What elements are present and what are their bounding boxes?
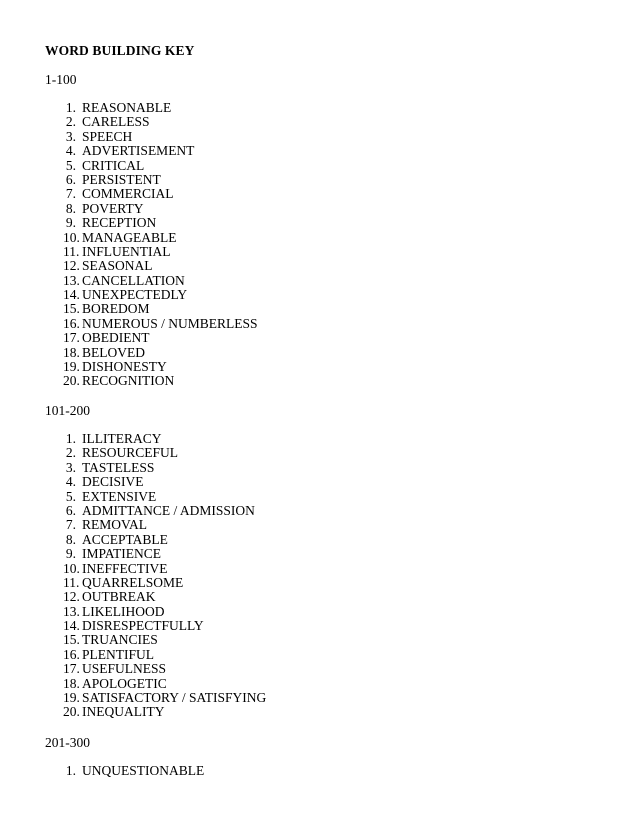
item-answer: PERSISTENT [82,171,161,187]
item-answer: ACCEPTABLE [82,531,168,547]
item-answer: REMOVAL [82,517,148,533]
item-number: 2. [65,114,76,130]
item-answer: QUARRELSOME [82,574,184,590]
item-answer: MANAGEABLE [82,229,177,245]
item-answer: ADMITTANCE / ADMISSION [82,502,255,518]
item-number: 8. [65,531,76,547]
item-answer: ADVERTISEMENT [82,143,195,159]
section-heading-1-100: 1-100 [45,72,77,87]
item-answer: INEFFECTIVE [82,560,168,576]
item-number: 4. [65,143,76,159]
item-answer: UNEXPECTEDLY [82,287,188,303]
item-answer: BELOVED [82,344,145,360]
item-answer: UNQUESTIONABLE [82,763,205,778]
item-number: 3. [65,128,76,144]
item-number: 9. [65,215,76,231]
item-answer: EXTENSIVE [82,488,157,504]
item-number: 3. [65,459,76,475]
item-number: 5. [65,488,76,504]
item-number: 1. [65,431,76,446]
item-number: 4. [65,474,76,490]
item-answer: POVERTY [82,200,144,216]
section-heading-101-200: 101-200 [45,403,90,418]
item-answer: BOREDOM [82,301,150,317]
item-answer: SPEECH [82,128,133,144]
item-answer: SEASONAL [82,258,153,274]
item-answer: RESOURCEFUL [82,445,179,461]
item-answer: ILLITERACY [82,431,162,446]
document-title: WORD BUILDING KEY [45,43,195,58]
item-number: 9. [65,546,76,562]
item-answer: USEFULNESS [82,661,167,677]
item-answer: TRUANCIES [82,632,158,648]
item-number: 1. [65,100,76,115]
item-answer: PLENTIFUL [82,646,154,662]
item-number: 8. [65,200,76,216]
item-answer: DECISIVE [82,474,144,490]
item-number: 7. [65,186,76,202]
item-answer: COMMERCIAL [82,186,174,202]
item-answer: DISRESPECTFULLY [82,618,204,634]
document-page: WORD BUILDING KEY 1-100 1. REASONABLE 2. CARELESS 3. SPEECH 4. ADVERTISEMENT 5. CRITICAL 6. PERSISTENT 7. COMMERCIAL 8. POVERTY 9. RECEPTION 10. MANAGEABLE 11. INFLUENTIAL 12. SEASONAL 13. CANCELLATION 14. UNEXPECTEDLY 15. BOREDOM 16. NUMEROUS / NUMBERLESS 17. OBEDIENT 18. BELOVED 19. DISHONESTY 20. RECOGNITION 101-200 1. ILLITERACY 2. RESOURCEFUL 3. TASTELESS 4. DECISIVE 5. EXTENSIVE 6. ADMITTANCE / ADMISSION 7. REMOVAL 8. ACCEPTABLE 9. IMPATIENCE 10. INEFFECTIVE 11. QUARRELSOME 12. OUTBREAK 13. LIKELIHOOD 14. DISRESPECTFULLY 15. TRUANCIES 16. PLENTIFUL 17. USEFULNESS 18. APOLOGETIC 19. SATISFACTORY / SATISFYING 20. INEQUALITY 201-300 1. UNQUESTIONABLE [45,43,267,778]
item-answer: CRITICAL [82,157,145,173]
item-answer: APOLOGETIC [82,675,167,691]
item-number: 1. [65,763,76,778]
item-number: 5. [65,157,76,173]
item-number: 7. [65,517,76,533]
item-answer: REASONABLE [82,100,172,115]
section-heading-201-300: 201-300 [45,735,90,750]
item-answer: OUTBREAK [82,589,156,605]
item-answer: INFLUENTIAL [82,243,171,259]
item-number: 6. [65,502,76,518]
item-answer: INEQUALITY [82,704,165,720]
item-answer: NUMEROUS / NUMBERLESS [82,315,258,331]
item-answer: CANCELLATION [82,272,185,288]
item-number: 6. [65,171,76,187]
item-number: 2. [65,445,76,461]
item-answer: RECOGNITION [82,373,175,389]
item-answer: DISHONESTY [82,359,167,375]
item-answer: TASTELESS [82,459,155,475]
item-answer: SATISFACTORY / SATISFYING [82,690,267,706]
item-answer: OBEDIENT [82,330,150,346]
item-answer: LIKELIHOOD [82,603,165,619]
item-answer: CARELESS [82,114,150,130]
item-answer: RECEPTION [82,215,157,231]
item-answer: IMPATIENCE [82,546,162,562]
